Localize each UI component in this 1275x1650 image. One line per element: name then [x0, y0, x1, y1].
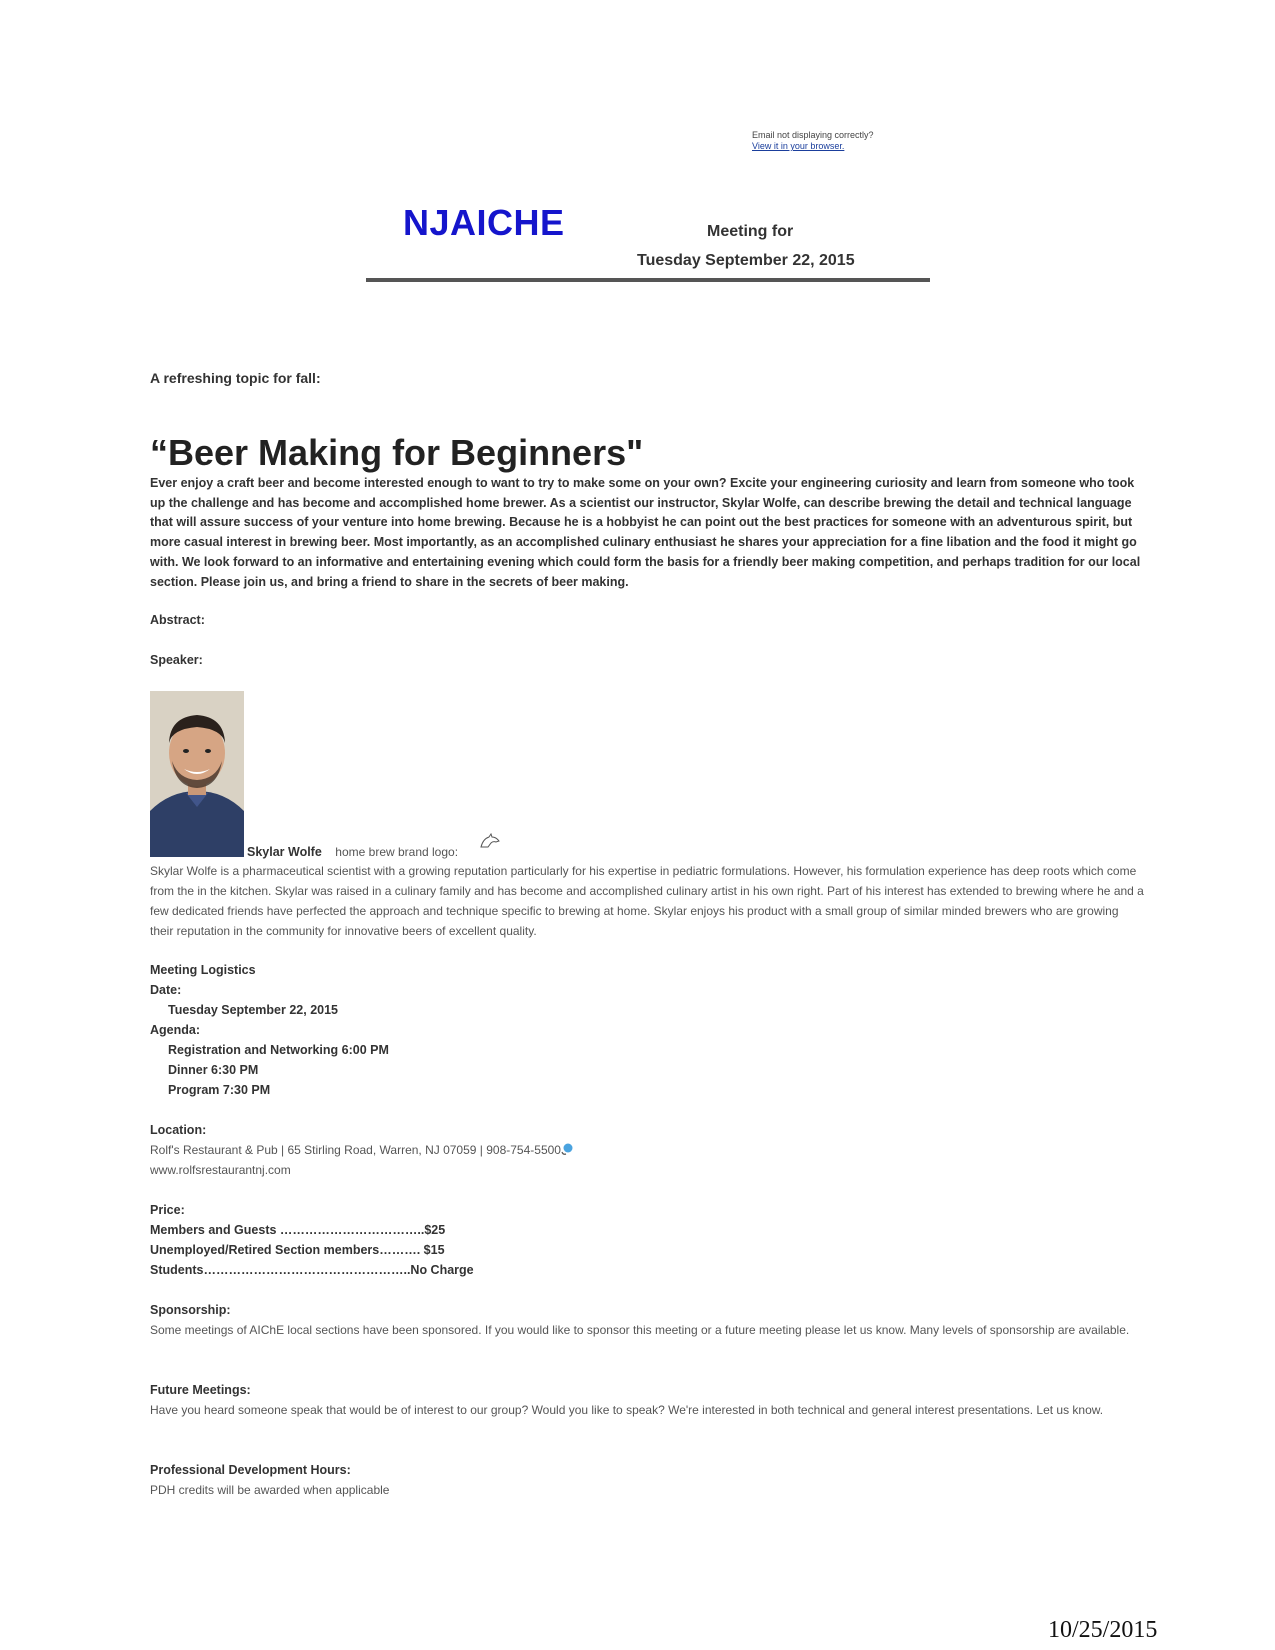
- sponsorship-label: Sponsorship:: [150, 1303, 231, 1317]
- sponsorship-section: [150, 1300, 1145, 1340]
- event-title: “Beer Making for Beginners": [150, 432, 644, 473]
- date-label: Date:: [150, 983, 182, 997]
- agenda-item: Registration and Networking 6:00 PM: [168, 1043, 389, 1057]
- footer-date: 10/25/2015: [1048, 1617, 1158, 1643]
- speaker-photo: [150, 691, 244, 857]
- speaker-portrait: [150, 691, 244, 857]
- meeting-date: Tuesday September 22, 2015: [637, 252, 855, 269]
- wolf-logo-icon: [479, 833, 501, 849]
- agenda-item: Dinner 6:30 PM: [168, 1063, 259, 1077]
- location-address: Rolf's Restaurant & Pub | 65 Stirling Road, Warren, NJ 07059 | 908-754-5500: [150, 1143, 561, 1157]
- logistics-section: [150, 960, 1145, 1100]
- phone-icon[interactable]: [561, 1141, 573, 1153]
- event-description: Ever enjoy a craft beer and become interested enough to want to try to make some on your own? Excite your engineering curiosity and learn from someone who took up the challenge and has become and accomplished home brewer. As a scientist our instructor, Skylar Wolfe, can describe brewing the detail and technical language that will assure success of your venture into home brewing. Because he is a hobbyist he can point out the best practices for someone with an adventurous spirit, but more casual interest in brewing beer. Most importantly, as an accomplished culinary enthusiast he shares your appreciation for a fine libation and the food it might go with. We look forward to an informative and entertaining evening which could form the basis for a friendly beer making competition, and perhaps tradition for our local section. Please join us, and bring a friend to share in the secrets of beer making.: [150, 476, 1141, 589]
- restaurant-website[interactable]: www.rolfsrestaurantnj.com: [150, 1163, 291, 1177]
- price-line: Unemployed/Retired Section members………. $15: [150, 1243, 445, 1257]
- header-divider: [366, 278, 930, 282]
- pdh-label: Professional Development Hours:: [150, 1463, 351, 1477]
- agenda-label: Agenda:: [150, 1023, 200, 1037]
- pdh-section: [150, 1460, 1145, 1500]
- location-section: [150, 1120, 1145, 1180]
- logo-label: home brew brand logo:: [335, 845, 459, 859]
- location-label: Location:: [150, 1123, 207, 1137]
- price-line: Members and Guests ……………………………..$25: [150, 1223, 446, 1237]
- price-line: Students…………………………………………..No Charge: [150, 1263, 474, 1277]
- future-meetings-text: Have you heard someone speak that would be of interest to our group? Would you like to speak? We're interested in both technical and general interest presentations. Let us know.: [150, 1403, 1104, 1417]
- email-notice-text: Email not displaying correctly?: [752, 130, 874, 140]
- future-meetings-label: Future Meetings:: [150, 1383, 251, 1397]
- price-section: [150, 1200, 1145, 1280]
- agenda-item: Program 7:30 PM: [168, 1083, 271, 1097]
- email-notice: [752, 130, 874, 152]
- intro-label: A refreshing topic for fall:: [150, 370, 321, 386]
- future-meetings-section: [150, 1380, 1145, 1420]
- speaker-label: Speaker:: [150, 653, 203, 667]
- location-address-line: [150, 1140, 1145, 1160]
- speaker-name: Skylar Wolfe: [247, 845, 322, 859]
- abstract-label: Abstract:: [150, 613, 205, 627]
- view-in-browser-link[interactable]: View it in your browser.: [752, 141, 845, 151]
- speaker-bio: Skylar Wolfe is a pharmaceutical scientist with a growing reputation particularly for his expertise in pediatric formulations. However, his formulation experience has deep roots which come from the in the kitchen. Skylar was raised in a culinary family and has become and accomplished culinary artist in his own right. Part of his interest has extended to brewing where he and a few dedicated friends have perfected the approach and technique specific to brewing at home. Skylar enjoys his product with a small group of similar minded brewers who are growing their reputation in the community for innovative beers of excellent quality.: [150, 864, 1144, 938]
- pdh-text: PDH credits will be awarded when applicable: [150, 1483, 390, 1497]
- meeting-for-label: Meeting for: [707, 223, 794, 240]
- sponsorship-text: Some meetings of AIChE local sections have been sponsored. If you would like to sponsor this meeting or a future meeting please let us know. Many levels of sponsorship are available.: [150, 1323, 1130, 1337]
- price-label: Price:: [150, 1203, 185, 1217]
- logistics-date: Tuesday September 22, 2015: [168, 1003, 338, 1017]
- logistics-heading: Meeting Logistics: [150, 963, 256, 977]
- speaker-line: [247, 845, 458, 859]
- brand-title: NJAICHE: [403, 202, 565, 243]
